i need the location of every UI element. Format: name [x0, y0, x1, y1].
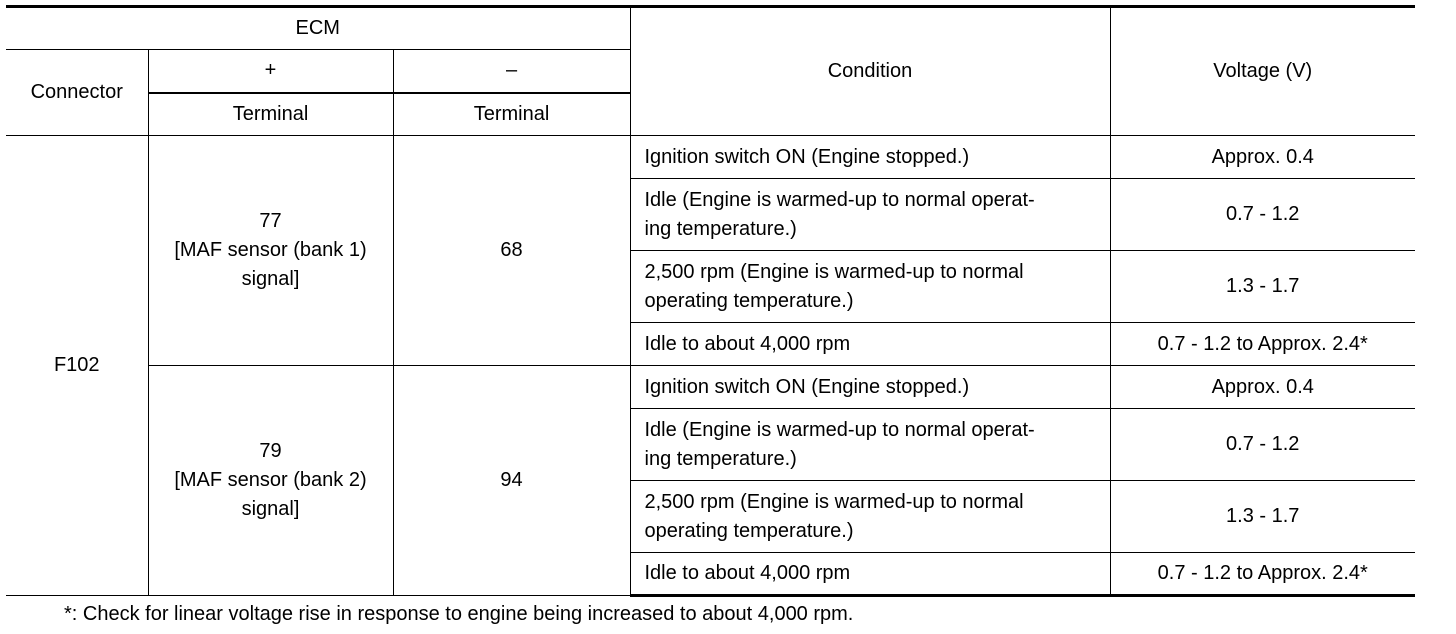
condition-cell: 2,500 rpm (Engine is warmed-up to normal operating temperature.) [630, 251, 1110, 323]
plus-terminal-cell: 77 [MAF sensor (bank 1) signal] [148, 136, 393, 366]
voltage-header: Voltage (V) [1110, 7, 1415, 136]
minus-header: – [393, 50, 630, 93]
condition-header: Condition [630, 7, 1110, 136]
voltage-cell: Approx. 0.4 [1110, 366, 1415, 409]
minus-terminal-cell: 94 [393, 366, 630, 596]
plus-terminal-header: Terminal [148, 93, 393, 136]
voltage-cell: Approx. 0.4 [1110, 136, 1415, 179]
voltage-cell: 1.3 - 1.7 [1110, 251, 1415, 323]
voltage-cell: 0.7 - 1.2 [1110, 409, 1415, 481]
footnote: *: Check for linear voltage rise in response to engine being increased to about 4,000 rpm. [64, 603, 854, 625]
connector-cell: F102 [6, 136, 148, 596]
condition-cell: Idle (Engine is warmed-up to normal operat- ing temperature.) [630, 409, 1110, 481]
voltage-cell: 1.3 - 1.7 [1110, 481, 1415, 553]
connector-header: Connector [6, 50, 148, 136]
voltage-cell: 0.7 - 1.2 to Approx. 2.4* [1110, 553, 1415, 596]
condition-cell: 2,500 rpm (Engine is warmed-up to normal operating temperature.) [630, 481, 1110, 553]
condition-cell: Ignition switch ON (Engine stopped.) [630, 136, 1110, 179]
ecm-voltage-table [6, 5, 1415, 597]
condition-cell: Idle to about 4,000 rpm [630, 323, 1110, 366]
condition-cell: Idle to about 4,000 rpm [630, 553, 1110, 596]
condition-cell: Ignition switch ON (Engine stopped.) [630, 366, 1110, 409]
voltage-cell: 0.7 - 1.2 [1110, 179, 1415, 251]
plus-terminal-cell: 79 [MAF sensor (bank 2) signal] [148, 366, 393, 596]
minus-terminal-header: Terminal [393, 93, 630, 136]
minus-terminal-cell: 68 [393, 136, 630, 366]
condition-cell: Idle (Engine is warmed-up to normal operat- ing temperature.) [630, 179, 1110, 251]
voltage-cell: 0.7 - 1.2 to Approx. 2.4* [1110, 323, 1415, 366]
ecm-header: ECM [6, 7, 630, 50]
plus-header: + [148, 50, 393, 93]
